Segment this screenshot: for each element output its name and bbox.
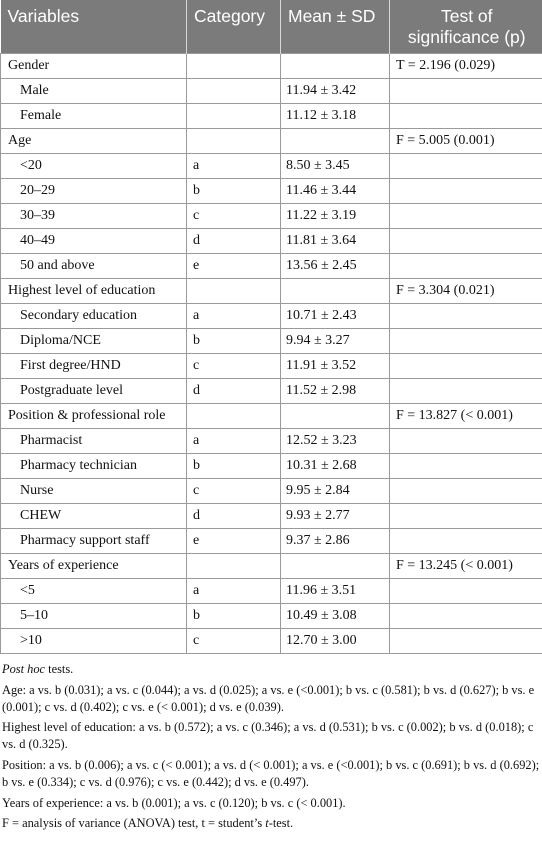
mean-sd-cell: 8.50 ± 3.45 bbox=[281, 154, 390, 179]
legend-italic: t bbox=[265, 816, 269, 831]
table-row bbox=[1, 379, 542, 404]
category-cell: b bbox=[187, 604, 281, 629]
mean-sd-cell: 11.81 ± 3.64 bbox=[281, 229, 390, 254]
mean-sd-cell: 11.96 ± 3.51 bbox=[281, 579, 390, 604]
header-test-of-significance: Test of significance (p) bbox=[390, 0, 542, 54]
category-cell: a bbox=[187, 304, 281, 329]
table-row bbox=[1, 104, 542, 129]
mean-sd-cell bbox=[281, 279, 390, 304]
test-cell bbox=[390, 604, 542, 629]
category-cell: d bbox=[187, 229, 281, 254]
category-cell: c bbox=[187, 354, 281, 379]
category-cell: d bbox=[187, 379, 281, 404]
table-row bbox=[1, 329, 542, 354]
category-cell bbox=[187, 554, 281, 579]
test-cell bbox=[390, 104, 542, 129]
table-row bbox=[1, 629, 542, 654]
variable-cell: Years of experience bbox=[1, 554, 187, 579]
test-cell bbox=[390, 304, 542, 329]
table-row bbox=[1, 529, 542, 554]
table-group-row bbox=[1, 279, 542, 304]
variable-cell: First degree/HND bbox=[1, 354, 187, 379]
table-row bbox=[1, 254, 542, 279]
mean-sd-cell bbox=[281, 54, 390, 79]
test-cell bbox=[390, 229, 542, 254]
legend-suffix: -test. bbox=[268, 816, 294, 831]
mean-sd-cell: 10.31 ± 2.68 bbox=[281, 454, 390, 479]
position-note: Position: a vs. b (0.006); a vs. c (< 0.001); a vs. d (< 0.001); a vs. e (<0.001); b vs. c (0.691); b vs. d (0.692); b vs. e (0.334); c vs. d (0.976); c vs. e (0.442); d vs. e (0.497). bbox=[2, 757, 540, 789]
test-cell bbox=[390, 629, 542, 654]
variable-cell: >10 bbox=[1, 629, 187, 654]
variable-cell: Gender bbox=[1, 54, 187, 79]
mean-sd-cell: 11.52 ± 2.98 bbox=[281, 379, 390, 404]
mean-sd-cell: 12.52 ± 3.23 bbox=[281, 429, 390, 454]
mean-sd-cell: 11.22 ± 3.19 bbox=[281, 204, 390, 229]
test-cell: F = 13.245 (< 0.001) bbox=[390, 554, 542, 579]
variable-cell: <5 bbox=[1, 579, 187, 604]
category-cell: e bbox=[187, 254, 281, 279]
mean-sd-cell bbox=[281, 129, 390, 154]
mean-sd-cell: 9.93 ± 2.77 bbox=[281, 504, 390, 529]
table-row bbox=[1, 204, 542, 229]
table-row bbox=[1, 579, 542, 604]
category-cell bbox=[187, 104, 281, 129]
category-cell: c bbox=[187, 204, 281, 229]
variable-cell: Pharmacist bbox=[1, 429, 187, 454]
variable-cell: 40–49 bbox=[1, 229, 187, 254]
category-cell: a bbox=[187, 429, 281, 454]
table-row bbox=[1, 354, 542, 379]
table-row bbox=[1, 304, 542, 329]
table-group-row bbox=[1, 54, 542, 79]
mean-sd-cell bbox=[281, 404, 390, 429]
mean-sd-cell: 10.71 ± 2.43 bbox=[281, 304, 390, 329]
test-cell bbox=[390, 179, 542, 204]
table-header-row bbox=[1, 0, 542, 54]
age-note: Age: a vs. b (0.031); a vs. c (0.044); a vs. d (0.025); a vs. e (<0.001); b vs. c (0.581); b vs. d (0.627); b vs. e (0.001); c vs. d (0.402); c vs. e (< 0.001); d vs. e (0.039). bbox=[2, 682, 535, 714]
table-group-row bbox=[1, 404, 542, 429]
table-row bbox=[1, 504, 542, 529]
test-cell: F = 13.827 (< 0.001) bbox=[390, 404, 542, 429]
test-cell bbox=[390, 504, 542, 529]
test-cell: F = 3.304 (0.021) bbox=[390, 279, 542, 304]
category-cell: e bbox=[187, 529, 281, 554]
header-mean-sd: Mean ± SD bbox=[281, 0, 390, 54]
mean-sd-cell: 10.49 ± 3.08 bbox=[281, 604, 390, 629]
table-row bbox=[1, 454, 542, 479]
test-cell bbox=[390, 579, 542, 604]
variable-cell: Highest level of education bbox=[1, 279, 187, 304]
category-cell: a bbox=[187, 154, 281, 179]
category-cell: b bbox=[187, 179, 281, 204]
mean-sd-cell: 9.37 ± 2.86 bbox=[281, 529, 390, 554]
table-body bbox=[1, 54, 542, 654]
variable-cell: Nurse bbox=[1, 479, 187, 504]
variable-cell: Position & professional role bbox=[1, 404, 187, 429]
mean-sd-cell: 11.12 ± 3.18 bbox=[281, 104, 390, 129]
test-cell bbox=[390, 354, 542, 379]
test-cell: F = 5.005 (0.001) bbox=[390, 129, 542, 154]
variable-cell: Diploma/NCE bbox=[1, 329, 187, 354]
category-cell: d bbox=[187, 504, 281, 529]
table-row bbox=[1, 479, 542, 504]
test-cell bbox=[390, 529, 542, 554]
test-cell bbox=[390, 154, 542, 179]
test-cell bbox=[390, 479, 542, 504]
category-cell bbox=[187, 404, 281, 429]
category-cell: c bbox=[187, 629, 281, 654]
variable-cell: 30–39 bbox=[1, 204, 187, 229]
variable-cell: Pharmacy support staff bbox=[1, 529, 187, 554]
post-hoc-italic: Post hoc bbox=[2, 662, 46, 676]
mean-sd-cell: 9.94 ± 3.27 bbox=[281, 329, 390, 354]
category-cell: c bbox=[187, 479, 281, 504]
variable-cell: Female bbox=[1, 104, 187, 129]
variable-cell: Postgraduate level bbox=[1, 379, 187, 404]
variable-cell: CHEW bbox=[1, 504, 187, 529]
test-cell bbox=[390, 454, 542, 479]
header-category: Category bbox=[187, 0, 281, 54]
category-cell bbox=[187, 79, 281, 104]
education-note: Highest level of education: a vs. b (0.572); a vs. c (0.346); a vs. d (0.531); b vs. c (0.002); b vs. d (0.018); c vs. d (0.325). bbox=[2, 720, 534, 752]
category-cell bbox=[187, 54, 281, 79]
post-hoc-note bbox=[2, 661, 540, 678]
experience-note: Years of experience: a vs. b (0.001); a vs. c (0.120); b vs. c (< 0.001). bbox=[2, 795, 346, 810]
variable-cell: 50 and above bbox=[1, 254, 187, 279]
mean-sd-cell: 11.46 ± 3.44 bbox=[281, 179, 390, 204]
variable-cell: 5–10 bbox=[1, 604, 187, 629]
table-group-row bbox=[1, 129, 542, 154]
table-row bbox=[1, 429, 542, 454]
variable-cell: 20–29 bbox=[1, 179, 187, 204]
table-row bbox=[1, 179, 542, 204]
mean-sd-cell bbox=[281, 554, 390, 579]
post-hoc-rest: tests. bbox=[45, 662, 74, 676]
table-row bbox=[1, 154, 542, 179]
category-cell: a bbox=[187, 579, 281, 604]
abbreviation-note bbox=[2, 815, 540, 832]
variable-cell: Secondary education bbox=[1, 304, 187, 329]
test-cell bbox=[390, 254, 542, 279]
category-cell: b bbox=[187, 329, 281, 354]
mean-sd-cell: 13.56 ± 2.45 bbox=[281, 254, 390, 279]
test-cell bbox=[390, 204, 542, 229]
test-cell: T = 2.196 (0.029) bbox=[390, 54, 542, 79]
table-footnotes bbox=[0, 661, 542, 832]
table-row bbox=[1, 79, 542, 104]
category-cell: b bbox=[187, 454, 281, 479]
variable-cell: <20 bbox=[1, 154, 187, 179]
category-cell bbox=[187, 279, 281, 304]
table-group-row bbox=[1, 554, 542, 579]
variable-cell: Male bbox=[1, 79, 187, 104]
header-variables: Variables bbox=[1, 0, 187, 54]
mean-sd-cell: 12.70 ± 3.00 bbox=[281, 629, 390, 654]
mean-sd-cell: 9.95 ± 2.84 bbox=[281, 479, 390, 504]
variable-cell: Age bbox=[1, 129, 187, 154]
test-cell bbox=[390, 329, 542, 354]
test-cell bbox=[390, 79, 542, 104]
mean-sd-cell: 11.91 ± 3.52 bbox=[281, 354, 390, 379]
test-cell bbox=[390, 429, 542, 454]
test-cell bbox=[390, 379, 542, 404]
variable-cell: Pharmacy technician bbox=[1, 454, 187, 479]
mean-sd-cell: 11.94 ± 3.42 bbox=[281, 79, 390, 104]
table-row bbox=[1, 229, 542, 254]
legend-prefix: F = analysis of variance (ANOVA) test, t = student’s bbox=[2, 816, 266, 831]
table-row bbox=[1, 604, 542, 629]
category-cell bbox=[187, 129, 281, 154]
